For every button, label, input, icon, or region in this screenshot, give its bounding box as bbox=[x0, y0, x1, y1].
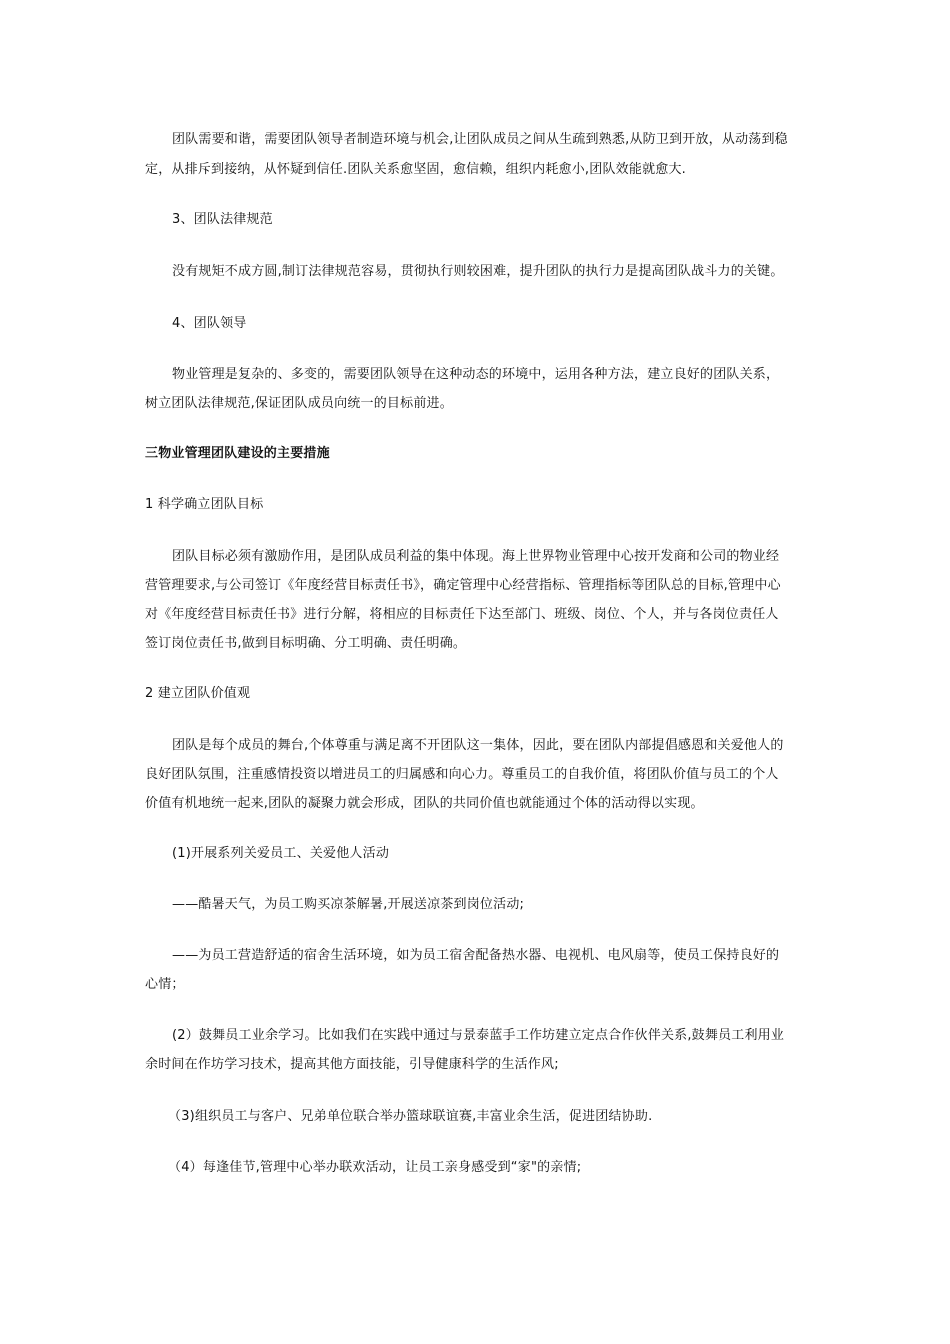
subsection-title-1: 1 科学确立团队目标 bbox=[145, 497, 264, 512]
list-item: （3)组织员工与客户、兄弟单位联合举办篮球联谊赛,丰富业余生活，促进团结协助. bbox=[168, 1109, 653, 1124]
section-title: 三物业管理团队建设的主要措施 bbox=[145, 446, 330, 461]
paragraph-line: 团队是每个成员的舞台,个体尊重与满足离不开团队这一集体，因此，要在团队内部提倡感恩和关爱他人的 bbox=[172, 738, 784, 753]
list-item: （4）每逢佳节,管理中心举办联欢活动，让员工亲身感受到“家"的亲情; bbox=[168, 1160, 582, 1175]
paragraph-line: 签订岗位责任书,做到目标明确、分工明确、责任明确。 bbox=[145, 636, 467, 651]
paragraph-line: 营管理要求,与公司签订《年度经营目标责任书》，确定管理中心经营指标、管理指标等团队总的目标,管理中心 bbox=[145, 578, 781, 593]
subheading-team-leadership: 4、团队领导 bbox=[172, 316, 247, 331]
subsection-title-2: 2 建立团队价值观 bbox=[145, 686, 251, 701]
paragraph-line: 价值有机地统一起来,团队的凝聚力就会形成，团队的共同价值也就能通过个体的活动得以实现。 bbox=[145, 796, 704, 811]
paragraph-line: 团队目标必须有激励作用，是团队成员利益的集中体现。海上世界物业管理中心按开发商和公司的物业经 bbox=[172, 549, 780, 564]
list-item-continuation: 心情； bbox=[145, 977, 185, 992]
list-item: (2）鼓舞员工业余学习。比如我们在实践中通过与景泰蓝手工作坊建立定点合作伙伴关系,鼓舞员工利用业 bbox=[172, 1028, 785, 1043]
paragraph-line: 良好团队氛围，注重感情投资以增进员工的归属感和向心力。尊重员工的自我价值，将团队价值与员工的个人 bbox=[145, 767, 779, 782]
paragraph-line: 对《年度经营目标责任书》进行分解，将相应的目标责任下达至部门、班级、岗位、个人，并与各岗位责任人 bbox=[145, 607, 779, 622]
paragraph-line: 物业管理是复杂的、多变的，需要团队领导在这种动态的环境中，运用各种方法，建立良好的团队关系， bbox=[172, 367, 780, 382]
paragraph-line: 树立团队法律规范,保证团队成员向统一的目标前进。 bbox=[145, 396, 453, 411]
paragraph-line: 团队需要和谐，需要团队领导者制造环境与机会,让团队成员之间从生疏到熟悉,从防卫到开放，从动荡到稳 bbox=[172, 132, 788, 147]
list-item-continuation: 余时间在作坊学习技术，提高其他方面技能，引导健康科学的生活作风; bbox=[145, 1057, 559, 1072]
paragraph-line: 定，从排斥到接纳，从怀疑到信任.团队关系愈坚固，愈信赖，组织内耗愈小,团队效能就愈大. bbox=[145, 162, 686, 177]
list-item: ——为员工营造舒适的宿舍生活环境，如为员工宿舍配备热水器、电视机、电风扇等，使员工保持良好的 bbox=[172, 948, 780, 963]
subheading-team-rules: 3、团队法律规范 bbox=[172, 212, 273, 227]
list-item: ——酷暑天气，为员工购买凉茶解暑,开展送凉茶到岗位活动; bbox=[172, 897, 525, 912]
paragraph-line: 没有规矩不成方圆,制订法律规范容易，贯彻执行则较困难，提升团队的执行力是提高团队战斗力的关键。 bbox=[172, 264, 784, 279]
list-item: (1)开展系列关爱员工、关爱他人活动 bbox=[172, 846, 390, 861]
